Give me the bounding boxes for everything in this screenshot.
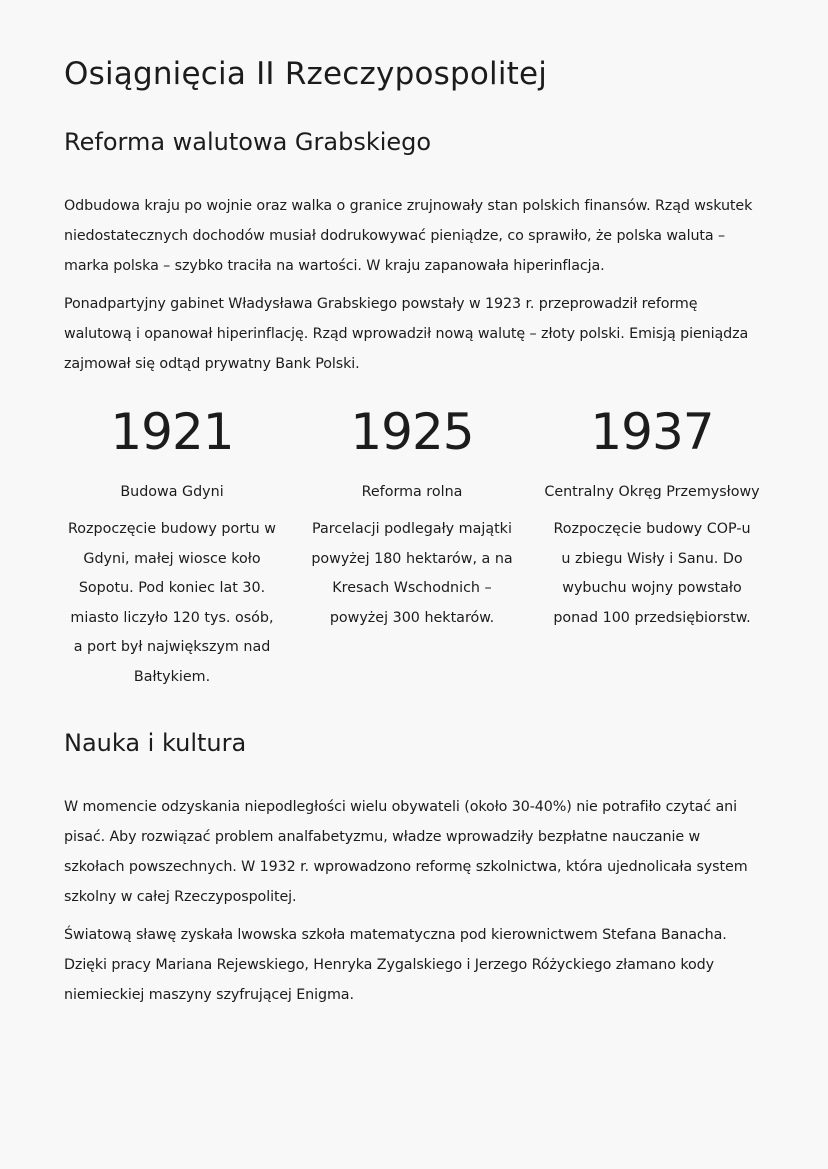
paragraph-finances: Odbudowa kraju po wojnie oraz walka o granice zrujnowały stan polskich finansów. Rząd wskutek niedostatecznych dochodów musiał dodrukowywać pieniądze, co sprawiło, że polska waluta – marka polska – szybko traciła na wartości. W kraju zapanowała hiperinflacja. — [64, 198, 753, 274]
paragraph-banach-enigma: Światową sławę zyskała lwowska szkoła matematyczna pod kierownictwem Stefana Banacha. Dzięki pracy Mariana Rejewskiego, Henryka Zygalskiego i Jerzego Różyckiego złamano kody niemieckiej maszyny szyfrującej Enigma. — [64, 927, 727, 1003]
timeline-year: 1937 — [590, 403, 714, 461]
timeline — [0, 399, 828, 692]
timeline-item — [292, 399, 532, 692]
timeline-title: Centralny Okręg Przemysłowy — [544, 484, 760, 500]
timeline-title: Reforma rolna — [361, 484, 463, 500]
page-title: Osiągnięcia II Rzeczypospolitej — [64, 56, 548, 92]
timeline-description: Rozpoczęcie budowy portu w Gdyni, małej wiosce koło Sopotu. Pod koniec lat 30. miasto liczyło 120 tys. osób, a port był największym nad Bałtykiem. — [68, 521, 276, 685]
timeline-year: 1921 — [110, 403, 234, 461]
timeline-item — [52, 399, 292, 692]
paragraph-education: W momencie odzyskania niepodległości wielu obywateli (około 30-40%) nie potrafiło czytać ani pisać. Aby rozwiązać problem analfabetyzmu, władze wprowadziły bezpłatne nauczanie w szkołach powszechnych. W 1932 r. wprowadzono reformę szkolnictwa, która ujednolicała system szkolny w całej Rzeczypospolitej. — [64, 799, 748, 905]
timeline-title: Budowa Gdyni — [120, 484, 224, 500]
timeline-description: Parcelacji podlegały majątki powyżej 180 hektarów, a na Kresach Wschodnich – powyżej 300 hektarów. — [311, 521, 513, 626]
document-page — [64, 52, 764, 1010]
timeline-year: 1925 — [350, 403, 474, 461]
section-heading-currency-reform: Reforma walutowa Grabskiego — [64, 128, 432, 156]
timeline-description: Rozpoczęcie budowy COP-u u zbiegu Wisły i Sanu. Do wybuchu wojny powstało ponad 100 przedsiębiorstw. — [553, 521, 751, 626]
timeline-item — [532, 399, 772, 692]
paragraph-grabski: Ponadpartyjny gabinet Władysława Grabskiego powstały w 1923 r. przeprowadził reformę walutową i opanował hiperinflację. Rząd wprowadził nową walutę – złoty polski. Emisją pieniądza zajmował się odtąd prywatny Bank Polski. — [64, 296, 749, 372]
section-heading-science-culture: Nauka i kultura — [64, 729, 247, 757]
